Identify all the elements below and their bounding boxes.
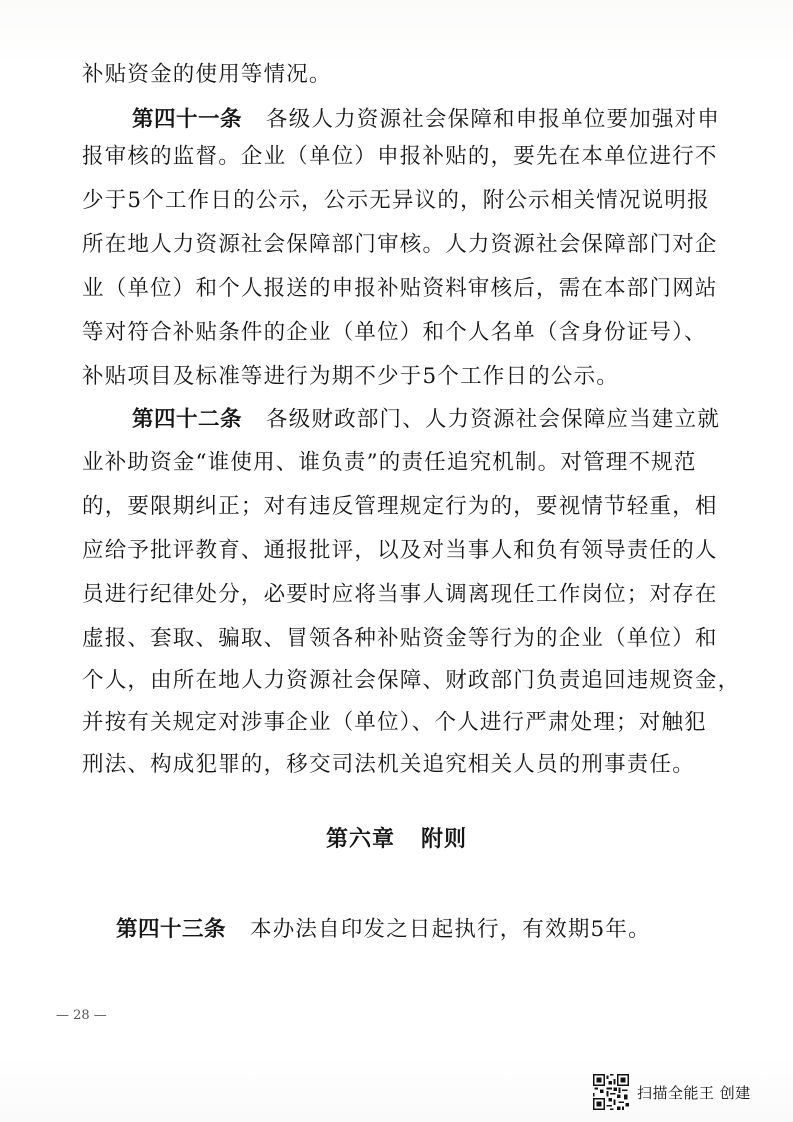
page-number: — 28 — <box>56 1008 107 1023</box>
text-line: 所在地人力资源社会保障部门审核。人力资源社会保障部门对企 <box>82 232 718 257</box>
text-line: 员进行纪律处分，必要时应将当事人调离现任工作岗位；对存在 <box>82 582 718 607</box>
text-line: 等对符合补贴条件的企业（单位）和个人名单（含身份证号）、 <box>82 320 707 345</box>
text-line: 报审核的监督。企业（单位）申报补贴的，要先在本单位进行不 <box>82 144 718 169</box>
chapter-number: 第六章 <box>325 826 395 852</box>
text-line: 应给予批评教育、通报批评，以及对当事人和负有领导责任的人 <box>82 538 718 563</box>
scanner-watermark <box>593 1072 751 1112</box>
qr-code-icon <box>593 1074 629 1110</box>
scanner-label: 扫描全能王 创建 <box>637 1083 751 1102</box>
article-42-text: 各级财政部门、人力资源社会保障应当建立就 <box>266 407 721 432</box>
text-line: 业（单位）和个人报送的申报补贴资料审核后，需在本部门网站 <box>82 276 718 301</box>
article-43 <box>116 913 651 947</box>
text-line: 补贴资金的使用等情况。 <box>82 62 332 87</box>
article-42-first-line <box>132 403 722 437</box>
chapter-name: 附则 <box>421 826 468 852</box>
article-43-title: 第四十三条 <box>116 917 227 942</box>
text-line: 个人，由所在地人力资源社会保障、财政部门负责追回违规资金， <box>82 668 741 693</box>
text-line: 业补助资金“谁使用、谁负责”的责任追究机制。对管理不规范 <box>82 450 697 475</box>
text-line: 的，要限期纠正；对有违反管理规定行为的，要视情节轻重，相 <box>82 494 718 519</box>
text-line: 补贴项目及标准等进行为期不少于5个工作日的公示。 <box>82 364 619 389</box>
text-line: 并按有关规定对涉事企业（单位）、个人进行严肃处理；对触犯 <box>82 710 707 735</box>
chapter-heading <box>0 822 793 856</box>
article-43-text: 本办法自印发之日起执行，有效期5年。 <box>250 917 651 942</box>
article-42-title: 第四十二条 <box>132 407 243 432</box>
article-41-title: 第四十一条 <box>132 107 243 132</box>
article-41-text: 各级人力资源社会保障和申报单位要加强对申 <box>266 107 721 132</box>
article-41-first-line <box>132 103 722 137</box>
text-line: 虚报、套取、骗取、冒领各种补贴资金等行为的企业（单位）和 <box>82 626 718 651</box>
text-line: 少于5个工作日的公示，公示无异议的，附公示相关情况说明报 <box>82 188 710 213</box>
text-line: 刑法、构成犯罪的，移交司法机关追究相关人员的刑事责任。 <box>82 752 695 777</box>
